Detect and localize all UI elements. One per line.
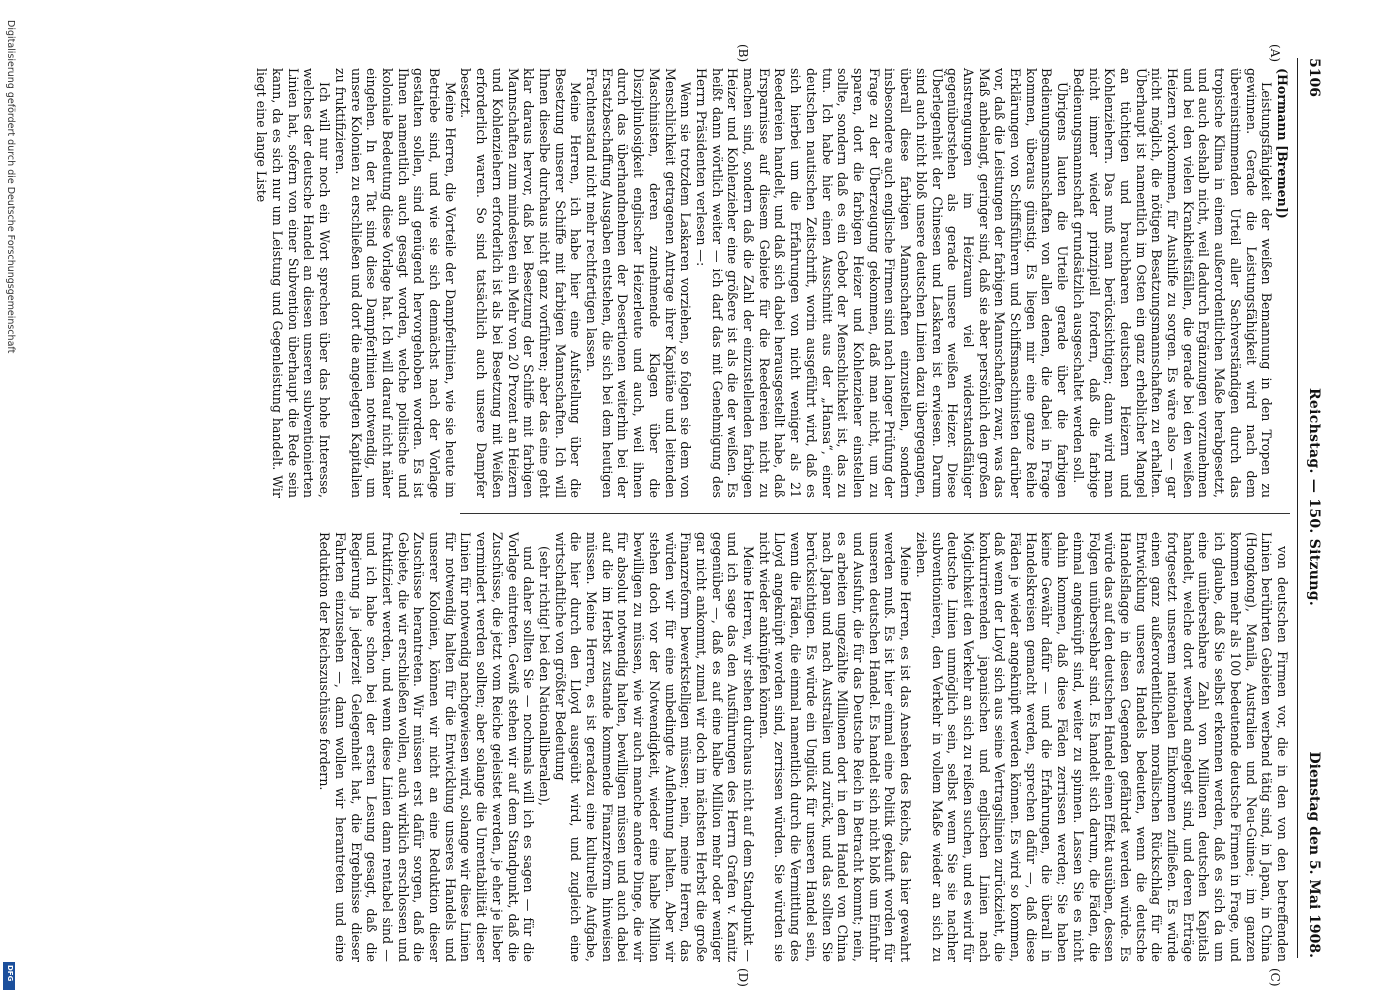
paragraph-text: und daher sollten Sie — nochmals will ich es sagen — für die Vorlage eintreten. Gewiß stehen wir auf dem Standpunkt, daß die Zuschüsse, die jetzt vom Reiche geleistet werden, je eher je lieber vermindert werden sollten; aber solange die Unrentabilität dieser Linien für notwendig nachgewiesen wird, solange wir diese Linien für notwendig halten für die Entwicklung unseres Handels und unserer Kolonien, können wir nicht an eine Reduktion dieser Zuschüsse herantreten. Wir müssen erst dafür sorgen, daß die Gebiete, die wir erschließen wollen, auch wirklich erschlossen und fruktifiziert werden, und wenn diese Linien dann rentabel sind — und ich habe schon bei der ersten Lesung gesagt, daß die Regierung ja jederzeit Gelegenheit hat, die Ergebnisse dieser Fahrten einzusehen —, dann wollen wir herantreten und eine Reduktion der Reichszuschüsse fordern. (317, 532, 537, 962)
paragraph (1274, 68, 1290, 498)
credit-text: Digitalisierung gefördert durch die Deutsche Forschungsgemeinschaft (5, 20, 16, 354)
right-column (316, 532, 1290, 962)
digitization-credit (2, 20, 20, 996)
paragraph (316, 532, 536, 962)
page-header (1302, 58, 1322, 958)
paragraph (913, 532, 1290, 962)
paragraph (583, 68, 693, 498)
column-divider (460, 513, 1290, 514)
paragraph-text: Meine Herren, ich habe hier eine Aufstellung über die Besetzung unserer Schiffe mit farbigen Mannschaften. Ich will Ihnen dieselbe durchaus nicht ganz vorführen; aber das eine geht klar daraus hervor, daß bei Besetzung der Schiffe mit farbigen Mannschaften zum mindesten ein Mehr von 20 Prozent an Heizern und Kohlenziehern erforderlich ist als bei Besetzung mit Weißen erforderlich waren. So sind tatsächlich auch unsere Dampfer besetzt. (458, 68, 584, 498)
paragraph-text: (sehr richtig! bei den Nationalliberalen), (536, 546, 552, 807)
page-number: 5106 (1306, 58, 1322, 97)
paragraph-text: von deutschen Firmen vor, die in den von den betreffenden Linien berührten Gebieten werbend tätig sind, in Japan, in China (Hongkong), Manila, Australien und Neu-Guinea; im ganzen kommen mehr als 100 bedeutende deutsche Firmen in Frage, und ich glaube, daß Sie selbst erkennen werden, daß es sich da um eine unübersehbare Zahl von Millionen deutschen Kapitals handelt, welche dort werbend angelegt sind, und deren Erträge fortgesetzt unserem nationalen Einkommen zufließen. Es würde einen ganz außerordentlichen moralischen Rückschlag für die Entwicklung unseres Handels bedeuten, wenn die deutsche Handelsflagge in diesen Gegenden gefährdet werden würde. Es würde das auf den deutschen Handel einen Effekt ausüben, dessen Folgen unübersehbar sind. Es handelt sich darum, die Fäden, die einmal angeknüpft sind, weiter zu spinnen. Lassen Sie es nicht dahin kommen, daß diese Fäden zerrissen werden; Sie haben keine Gewähr dafür — und die Erfahrungen, die überall in Handelskreisen gemacht werden, sprechen dafür —, daß diese Fäden je wieder angeknüpft werden können. Es wird so kommen, daß wenn der Lloyd sich aus seine Vertragslinien zurückzieht, die konkurrierenden japanischen und englischen Linien nach Möglichkeit den Verkehr an sich zu reißen suchen, und es wird für deutsche Linien unmöglich sein, selbst wenn Sie sie nachher subventionieren, den Verkehr in vollem Maße wieder an sich zu ziehen. (913, 532, 1290, 962)
paragraph (693, 68, 1070, 498)
paragraph (1070, 68, 1274, 498)
paragraph-text: Übrigens lauten die Urteile gerade über die farbigen Bedienungsmannschaften von allen denen, die dabei in Frage kommen, überaus günstig. Es liegen mir eine ganze Reihe Erklärungen von Schiffsführern und Schiffsmaschinisten darüber vor, daß die Leistungen der farbigen Mannschaften zwar, was das Maß anbelangt, geringer sind, daß sie aber persönlich den großen Anstrengungen im Heizraum viel widerstandsfähiger gegenüberstehen als gerade unsere weißen Heizer. Diese Überlegenheit der Chinesen und Laskaren ist erwiesen. Darum sind auch nicht bloß unsere deutschen Linien dazu übergegangen, überall diese farbigen Mannschaften einzustellen, sondern insbesondere auch englische Firmen sind nach langer Prüfung der Frage zu der Überzeugung gekommen, daß man nicht, um zu sparen, dort die farbigen Heizer und Kohlenzieher einstellen sollte, sondern daß es ein Gebot der Menschlichkeit ist, das zu tun. Ich habe hier einen Ausschnitt aus der „Hansa“, einer deutschen nautischen Zeitschrift, worin ausgeführt wird, daß es sich hierbei um die Erfahrungen von nicht weniger als 21 Reedereien handelt, und daß sich dabei herausgestellt habe, daß Ersparnisse auf diesem Gebiete für die Reedereien nicht zu machen sind, sondern daß die Zahl der einzustellenden farbigen Heizer und Kohlenzieher eine größere ist als die der weißen. Es heißt dann wörtlich weiter — ich darf das mit Genehmigung des Herrn Präsidenten verlesen —: (693, 68, 1071, 498)
paragraph (756, 532, 913, 962)
paragraph-text: Leistungsfähigkeit der weißen Bemannung in den Tropen zu gewinnen. Gerade die Leistungsfähigkeit wird nach dem übereinstimmenden Urteil aller Sachverständigen durch das tropische Klima in einem außerordentlichen Maße herabgesetzt, und auch deshalb nicht, weil dadurch Ergänzungen vorzunehmen und bei den vielen Krankheitsfällen, die gerade bei den weißen Heizern vorkommen, für Aushilfe zu sorgen. Es wäre also — gar nicht möglich, die nötigen Besatzungsmannschaften zu erhalten. Überhaupt ist namentlich im Osten ein ganz erheblicher Mangel an tüchtigen und brauchbaren deutschen Heizern und Kohlenziehern. Das muß man berücksichtigen; dann wird man nicht immer wieder prinzipiell fordern, daß die farbige Bedienungsmannschaft grundsätzlich ausgeschaltet werden soll. (1070, 68, 1275, 498)
paragraph-text: Meine Herren, wir stehen durchaus nicht auf dem Standpunkt — und ich sage das den Ausführungen des Herrn Grafen v. Kanitz gegenüber —, daß es auf eine halbe Million mehr oder weniger gar nicht ankommt, zumal wir doch im nächsten Herbst die große Finanzreform bewerkstelligen müssen; nein, meine Herren, das würden wir für eine unbedingte Auflehnung halten. Aber wir stehen doch vor der Notwendigkeit, wieder eine halbe Million bewilligen zu müssen, wie wir auch manche andere Dinge, die wir für absolut notwendig halten, bewilligen müssen und auch dabei auf die im Herbst zustande kommende Finanzreform hinweisen müssen. Meine Herren, es ist geradezu eine kulturelle Aufgabe, die hier durch den Lloyd ausgeübt wird, und zugleich eine wirtschaftliche von größter Bedeutung (552, 532, 757, 962)
session-title: Reichstag. — 150. Sitzung. (1306, 388, 1322, 607)
margin-marker-a: (A) (1268, 44, 1282, 63)
margin-marker-c: (C) (1268, 968, 1282, 987)
dfg-logo (3, 962, 15, 990)
speaker-name: (Hormann [Bremen]) (1275, 68, 1290, 219)
paragraph (254, 68, 333, 498)
paragraph (536, 532, 552, 962)
header-rule (1297, 58, 1298, 958)
paragraph-text: Wenn sie trotzdem Laskaren vorziehen, so folgen sie dem von Menschlichkeit getragenen Antrage ihrer Kapitäne und leitenden Maschinisten, deren zunehmende Klagen über die Disziplinlosigkeit englischer Heizerleute und auch, weil ihnen durch das überhandnehmen der Desertionen weiterhin bei der Ersatzbeschaffung Ausgaben entstehen, die sich bei dem heutigen Frachtenstand nicht mehr rechtfertigen lassen. (584, 68, 694, 498)
paragraph-text: Meine Herren, es ist das Ansehen des Reichs, das hier gewahrt werden muß. Es ist hier einmal eine Politik gekauft worden für unseren deutschen Handel. Es handelt sich nicht bloß um Einfuhr und Ausfuhr, die für das Deutsche Reich in Betracht kommt; nein, es arbeiten ungezählte Millionen dort in dem Handel von China nach Japan und nach Australien und zurück, und das sollten Sie berücksichtigen. Es würde ein Unglück für unseren Handel sein, wenn die Fäden, die einmal namentlich durch die Vermittlung des Lloyd angeknüpft worden sind, zerrissen würden. Sie würden sie nicht wieder anknüpfen können. (756, 532, 914, 962)
paragraph-text: Ich will nur noch ein Wort sprechen über das hohe Interesse, welches der deutsche Handel an diesen unseren subventionierten Linien hat, sofern von einer Subvention überhaupt die Rede sein kann, da es sich nur um Leistung und Gegenleistung handelt. Wir liegt eine lange Liste (254, 68, 333, 498)
margin-marker-b: (B) (736, 44, 750, 63)
left-column (254, 68, 1290, 498)
dfg-logo-text: DFG (6, 965, 14, 982)
paragraph (552, 532, 756, 962)
session-date: Dienstag den 5. Mai 1908. (1306, 751, 1322, 958)
paragraph (332, 68, 458, 498)
paragraph-text: Meine Herren, die Vorteile der Dampferlinien, wie sie heute im Betriebe sind, und wie sie sich demnächst nach der Vorlage gestalten sollen, sind genügend hervorgehoben worden. Es ist Ihnen namentlich auch gesagt worden, welche politische und koloniale Bedeutung diese Vorlage hat. Ich will darauf nicht näher eingehen. In der Tat sind diese Dampferlinien notwendig, um unsere Kolonien zu erschließen und dort die angelegten Kapitalien zu fruktifizieren. (332, 68, 458, 498)
paragraph (458, 68, 584, 498)
margin-marker-d: (D) (736, 968, 750, 987)
